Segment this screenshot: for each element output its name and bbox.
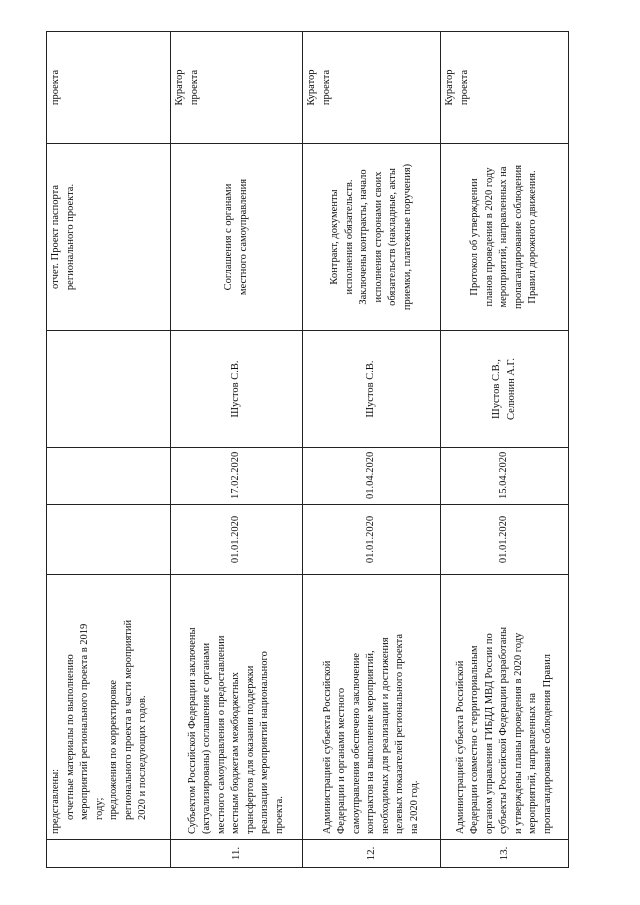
result-document: [441, 144, 569, 331]
start-date: 01.01.2020: [303, 505, 441, 575]
table-row: [47, 32, 171, 868]
project-plan-table: [46, 31, 569, 868]
result-line: местного самоуправления: [237, 178, 249, 296]
result-line: мероприятий, направленных на: [498, 166, 510, 308]
result-document: [303, 144, 441, 331]
description-line: контрактов на выполнение мероприятий,: [365, 650, 377, 834]
result-line: Контракт, документы: [329, 189, 340, 285]
row-number: 12.: [303, 840, 441, 868]
level-line: Куратор: [306, 69, 317, 106]
description-line: реализации мероприятий национального: [259, 651, 271, 834]
row-description: [47, 575, 171, 840]
result-line: отчет. Проект паспорта: [50, 184, 61, 290]
description-line: на 2020 год.: [408, 780, 420, 834]
description-line: году;: [93, 797, 105, 820]
responsible: [441, 331, 569, 448]
result-line: Протокол об утверждении: [469, 178, 481, 296]
description-line: Администрацией субъекта Российской: [321, 660, 333, 834]
description-line: органом управления ГИБДД МВД России по: [483, 633, 495, 834]
result-line: регионального проекта.: [64, 183, 76, 291]
description-line: трансфертов для оказания поддержки: [244, 665, 256, 834]
description-line: отчетные материалы по выполнению: [64, 654, 76, 820]
table-row: [441, 32, 569, 868]
result-line: приемки, платежные поручения): [401, 163, 413, 311]
start-date: 01.01.2020: [441, 505, 569, 575]
row-number: 11.: [171, 840, 303, 868]
rotated-page: [40, 20, 575, 880]
level-line: проекта: [50, 69, 61, 106]
description-line: субъекты Российской Федерации разработаны: [498, 626, 510, 834]
description-line: целевых показателей регионального проекта: [394, 634, 406, 834]
description-line: местным бюджетам межбюджетных: [230, 672, 242, 834]
description-line: самоуправления обеспечено заключение: [350, 652, 362, 834]
start-date: [47, 505, 171, 575]
description-line: регионального проекта в части мероприятий: [122, 619, 134, 820]
description-line: необходимых для реализации и достижения: [379, 637, 391, 834]
description-line: пропагандирование соблюдения Правил: [541, 654, 553, 834]
level-line: проекта: [320, 69, 332, 106]
description-line: Федерации совместно с территориальным: [469, 645, 481, 834]
end-date: 01.04.2020: [303, 448, 441, 505]
responsible: [171, 331, 303, 448]
result-document: [47, 144, 171, 331]
level-line: проекта: [458, 69, 470, 106]
control-level: [303, 32, 441, 144]
row-description: [441, 575, 569, 840]
responsible-line: Селюнин А.Г.: [505, 357, 517, 421]
result-line: исполнения сторонами своих: [372, 171, 384, 303]
level-line: Куратор: [174, 69, 185, 106]
result-document: [171, 144, 303, 331]
start-date: 01.01.2020: [171, 505, 303, 575]
row-number: [47, 840, 171, 868]
description-line: местного самоуправления о предоставлении: [215, 635, 227, 834]
level-line: Куратор: [444, 69, 455, 106]
result-line: Заключены контракты, начало: [358, 169, 369, 305]
description-line: предложения по корректировке: [108, 679, 119, 820]
result-line: Правил дорожного движения.: [527, 170, 539, 304]
description-line: мероприятий, направленных на: [527, 692, 539, 834]
row-description: [171, 575, 303, 840]
responsible: [47, 331, 171, 448]
description-line: Федерации и органами местного: [336, 687, 348, 834]
end-date: [47, 448, 171, 505]
responsible-line: Шустов С.В.,: [491, 359, 502, 419]
row-number: 13.: [441, 840, 569, 868]
description-line: (актуализированы) соглашения с органами: [201, 642, 213, 834]
result-line: Соглашения с органами: [223, 183, 234, 291]
description-line: проекта.: [273, 796, 285, 834]
description-line: 2020 и последующих годов.: [137, 695, 148, 820]
end-date: 17.02.2020: [171, 448, 303, 505]
level-line: проекта: [188, 69, 200, 106]
control-level: [171, 32, 303, 144]
control-level: [441, 32, 569, 144]
control-level: [47, 32, 171, 144]
responsible-line: Шустов С.В.: [230, 360, 242, 418]
description-line: и утверждены планы проведения в 2020 году: [512, 632, 524, 834]
responsible: [303, 331, 441, 448]
result-line: планов проведения в 2020 году: [483, 167, 495, 307]
table-row: [303, 32, 441, 868]
description-line: Администрацией субъекта Российской: [454, 660, 466, 834]
table-row: [171, 32, 303, 868]
result-line: обязательств (накладные, акты: [387, 168, 398, 306]
description-line: представлены:: [50, 768, 61, 834]
result-line: пропагандирование соблюдения: [512, 164, 524, 310]
result-line: исполнения обязательств.: [343, 179, 355, 295]
end-date: 15.04.2020: [441, 448, 569, 505]
description-line: Субъектом Российской Федерации заключены: [186, 627, 198, 834]
responsible-line: Шустов С.В.: [365, 360, 377, 418]
row-description: [303, 575, 441, 840]
description-line: мероприятий регионального проекта в 2019: [79, 623, 90, 820]
